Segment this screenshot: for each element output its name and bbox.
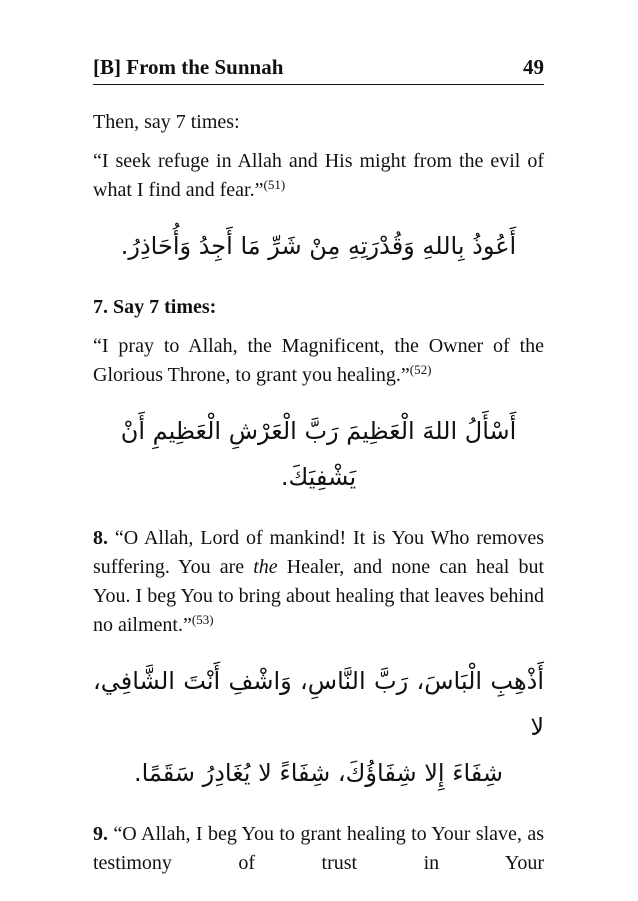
footnote-ref-52: (52) bbox=[409, 362, 432, 377]
page-header bbox=[93, 54, 544, 85]
footnote-ref-51: (51) bbox=[263, 177, 286, 192]
item7-heading: 7. Say 7 times: bbox=[93, 296, 217, 318]
page-number: 49 bbox=[523, 55, 544, 79]
item8-arabic-line1: أَذْهِبِ الْبَاسَ، رَبَّ النَّاسِ، وَاشْفِ أَنْتَ الشَّافِي، لا bbox=[93, 667, 544, 741]
item7-arabic: أَسْأَلُ اللهَ الْعَظِيمَ رَبَّ الْعَرْشِ الْعَظِيمِ أَنْ يَشْفِيَكَ. bbox=[120, 417, 517, 491]
item8-emphasis: the bbox=[253, 556, 278, 578]
item7-quote bbox=[93, 332, 544, 390]
page-body bbox=[93, 108, 544, 878]
item9-text: 9. “O Allah, I beg You to grant healing to Your slave, as testimony of trust in Your bbox=[93, 823, 545, 874]
intro-line: Then, say 7 times: bbox=[93, 111, 240, 133]
item7-quote-text: “I pray to Allah, the Magnificent, the Owner of the Glorious Throne, to grant you healing.” bbox=[93, 335, 544, 386]
intro-quote-text: “I seek refuge in Allah and His might from the evil of what I find and fear.” bbox=[93, 150, 544, 201]
item9-number: 9. bbox=[93, 823, 108, 845]
intro-quote bbox=[93, 147, 544, 205]
intro-arabic: أَعُوذُ بِاللهِ وَقُدْرَتِهِ مِنْ شَرِّ مَا أَجِدُ وَأُحَاذِرُ. bbox=[120, 232, 517, 260]
section-title: [B] From the Sunnah bbox=[93, 55, 284, 79]
item8-arabic-line2: شِفَاءَ إِلا شِفَاؤُكَ، شِفَاءً لا يُغَادِرُ سَقَمًا. bbox=[133, 759, 504, 787]
footnote-ref-53: (53) bbox=[191, 612, 214, 627]
item8-number: 8. bbox=[93, 527, 108, 549]
item8-text: 8. “O Allah, Lord of mankind! It is You Who removes suffering. You are the Healer, and none can heal but You. I beg You to bring about healing that leaves behind no ailment.”$^{(53)}$ bbox=[93, 527, 545, 636]
